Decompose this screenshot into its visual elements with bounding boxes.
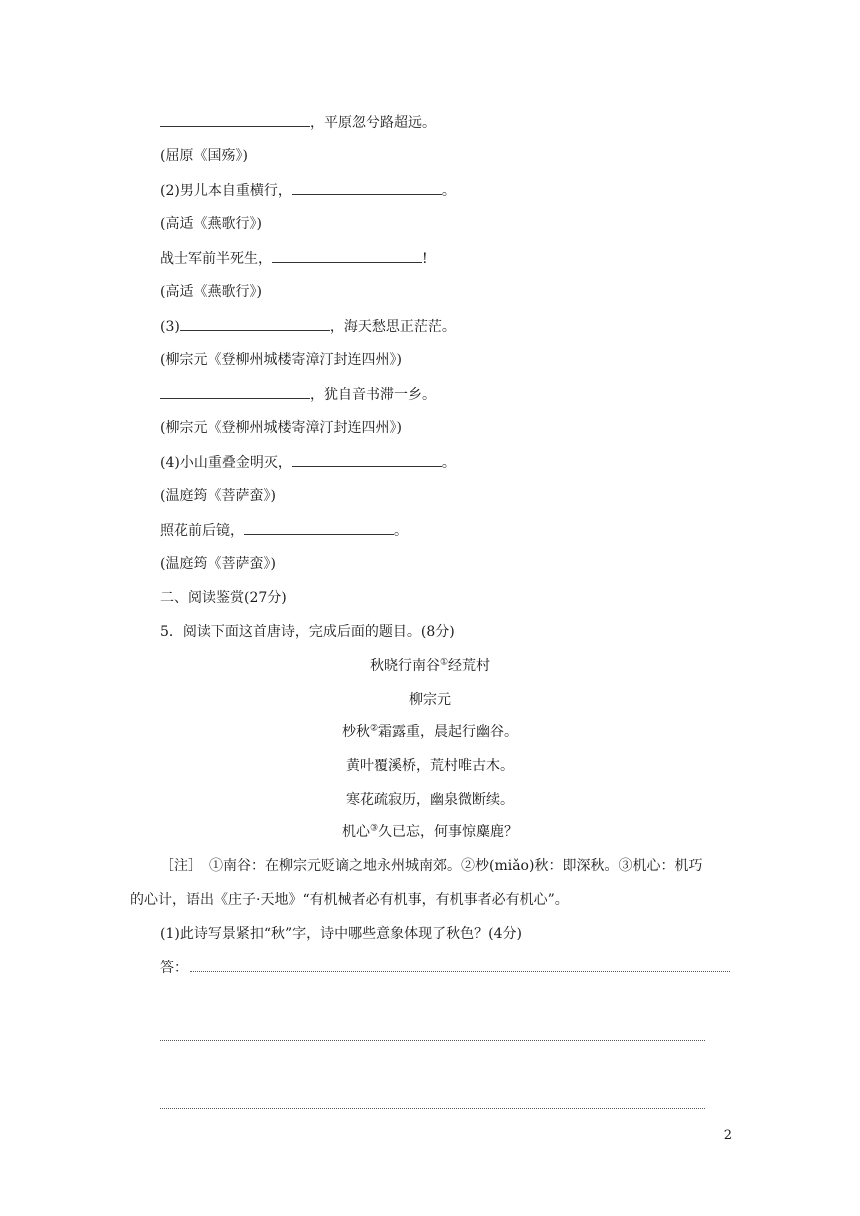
poem-line-1: 杪秋②霜露重，晨起行幽谷。 [341,723,519,740]
q5-stem: 5．阅读下面这首唐诗，完成后面的题目。(8分) [160,624,455,640]
section-heading: 二、阅读鉴赏(27分) [160,590,287,606]
q4-line-4: (3) ，海天愁思正茫茫。 [160,316,456,337]
answer-label: 答： [160,960,188,976]
answer-blank[interactable] [160,384,310,399]
poem-title: 秋晓行南谷①经荒村 [369,657,491,674]
q4-line-1: ，平原忽兮路超远。 [160,112,436,133]
answer-blank[interactable] [244,520,394,535]
q4-source-1: (屈原《国殇》) [160,148,248,164]
q4-source-3: (高适《燕歌行》) [160,284,262,300]
answer-blank[interactable] [160,112,310,127]
q4-source-5: (柳宗元《登柳州城楼寄漳汀封连四州》) [160,420,402,436]
q4-source-4: (柳宗元《登柳州城楼寄漳汀封连四州》) [160,352,402,368]
answer-blank[interactable] [292,452,442,467]
q4-source-6: (温庭筠《菩萨蛮》) [160,488,276,504]
poem-line-3: 寒花疏寂历，幽泉微断续。 [346,792,514,808]
q4-source-2: (高适《燕歌行》) [160,216,262,232]
answer-blank[interactable] [180,316,330,331]
poem-line-2: 黄叶覆溪桥，荒村唯古木。 [346,758,514,774]
q4-line-6: (4)小山重叠金明灭， 。 [160,452,456,473]
q4-line-3: 战士军前半死生， ! [160,248,428,269]
poem-author: 柳宗元 [409,692,451,708]
poem-note-1: ［注］ ①南谷：在柳宗元贬谪之地永州城南郊。②杪(miǎo)秋：即深秋。③机心：机巧 [160,858,703,874]
answer-line[interactable] [160,1107,705,1109]
q4-line-5: ，犹自音书滞一乡。 [160,384,436,405]
q4-line-7: 照花前后镜， 。 [160,520,408,541]
q5-sub-question-1: (1)此诗写景紧扣“秋”字，诗中哪些意象体现了秋色？(4分) [160,926,522,942]
answer-blank[interactable] [292,180,442,195]
answer-line[interactable] [190,970,730,972]
q4-source-7: (温庭筠《菩萨蛮》) [160,556,276,572]
answer-blank[interactable] [272,248,422,263]
answer-line[interactable] [160,1039,705,1041]
page-number: 2 [723,1128,732,1143]
poem-note-2: 的心计，语出《庄子·天地》“有机械者必有机事，有机事者必有机心”。 [130,892,569,908]
poem-line-4: 机心③久已忘，何事惊麋鹿？ [341,823,519,840]
q4-line-2: (2)男儿本自重横行， 。 [160,180,456,201]
